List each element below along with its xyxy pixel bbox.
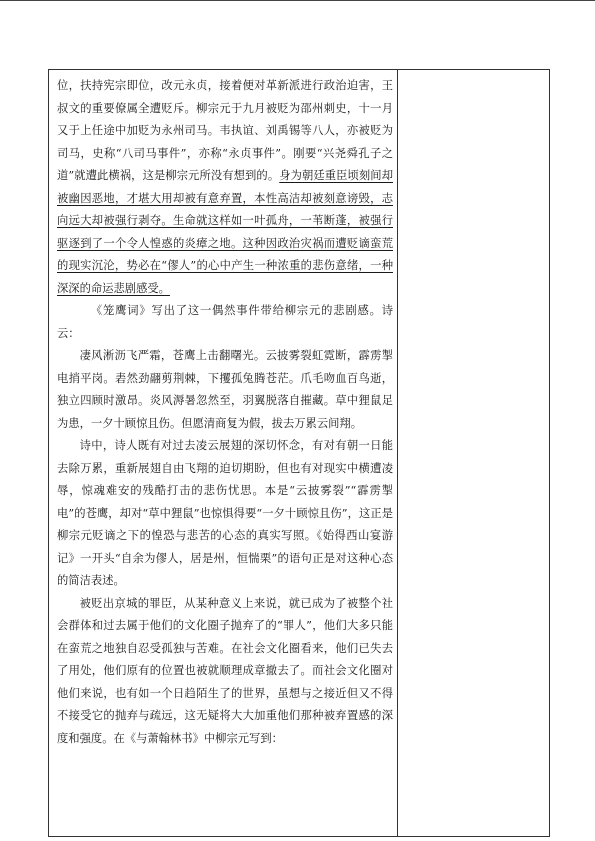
- paragraph-text: 位，扶持宪宗即位，改元永贞，接着便对革新派进行政治迫害，王叔文的重要僚属全遭贬斥。柳宗元于九月被贬为邵州刺史，十一月又于上任途中加贬为永州司马。韦执谊、刘禹锡等八人，亦被贬为司马，史称“八司马事件”，亦称“永贞事件”。刚要“兴尧舜孔子之道”就遭此横祸，这是柳宗元所没有想到的。: [57, 79, 393, 182]
- notes-column: [398, 70, 549, 836]
- page-top-rule: [0, 0, 595, 1]
- layout-table: [48, 69, 550, 837]
- paragraph-poem-analysis: 诗中，诗人既有对过去凌云展翅的深切怀念，有对有朝一日能去除万累，重新展翅自由飞翔的迫切期盼，但也有对现实中横遭凌辱，惊魂难安的残酷打击的悲伤忧思。本是“云披雾裂”“霹雳掣电”的苍鹰，却对“草中狸鼠”也惊惧得要“一夕十顾惊且伤”，这正是柳宗元贬谪之下的惶恐与悲苦的心态的真实写照。《始得西山宴游记》一开头“自余为僇人，居是州，恒惴栗”的语句正是对这种心态的简洁表述。: [57, 439, 393, 587]
- body-text-column: [57, 75, 393, 750]
- underlined-passage: 身为朝廷重臣顷刻间却被幽因恶地，才堪大用却被有意弃置，本性高洁却被刻意谤毁，志向远大却被强行剥夺。生命就这样如一叶孤舟，一苇断蓬，被强行驱逐到了一个令人惶惑的炎瘴之地。这种因政治灾祸而遭贬谪蛮荒的现实沉沦，势必在“僇人”的心中产生一种浓重的悲伤意绪，一种深深的命运悲剧感受。: [57, 169, 393, 295]
- paragraph-longying-intro: 《笼鹰词》写出了这一偶然事件带给柳宗元的悲剧感。诗云：: [57, 304, 393, 340]
- paragraph-continuation: [57, 75, 393, 300]
- paragraph-exile-analysis: 被贬出京城的罪臣，从某种意义上来说，就已成为了被整个社会群体和过去属于他们的文化圈子抛弃了的“罪人”，他们大多只能在蛮荒之地独自忍受孤独与苦难。在社会文化圈看来，他们已失去了用处，他们原有的位置也被就顺理成章撤去了。而社会文化圈对他们来说，也有如一个日趋陌生了的世界，虽想与之接近但又不得不接受它的抛弃与疏远，这无疑将大大加重他们那种被弃置感的深度和强度。在《与萧翰林书》中柳宗元写到：: [57, 596, 393, 745]
- poem-longying-ci: 凄风淅沥飞严霜，苍鹰上击翻曙光。云披雾裂虹霓断，霹雳掣电捎平岗。砉然劲翮剪荆棘，下攫孤兔腾苍茫。爪毛吻血百鸟逝，独立四顾时激昂。炎风溽暑忽然至，羽翼脱落自摧藏。草中狸鼠足为患，一夕十顾惊且伤。但愿清商复为假，拔去万累云间翔。: [57, 349, 393, 430]
